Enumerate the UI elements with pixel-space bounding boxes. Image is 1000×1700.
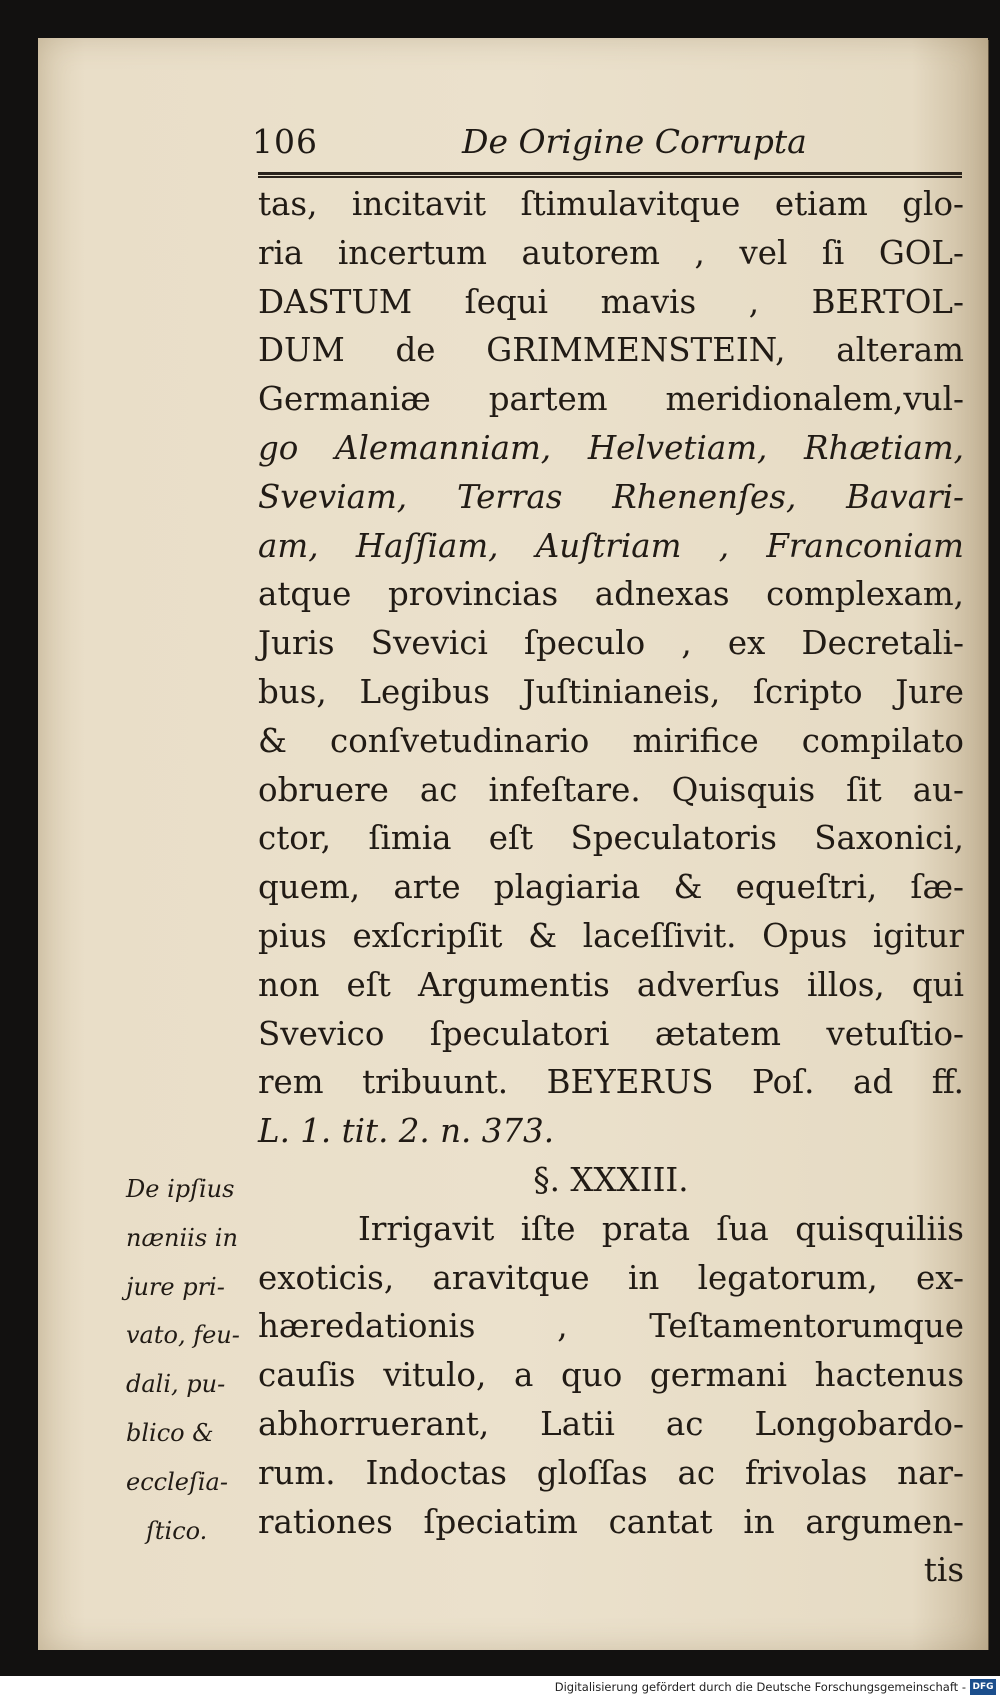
text-line: Sveviam, Terras Rhenenſes, Bavari- xyxy=(258,477,964,516)
text-line: ctor, ſimia eſt Speculatoris Saxonici, xyxy=(258,819,964,858)
margin-note-line: ſtico. xyxy=(146,1516,208,1545)
text-line: quem, arte plagiaria & equeſtri, ſæ- xyxy=(258,868,964,907)
margin-note-line: vato, feu- xyxy=(126,1321,240,1350)
text-line: DUM de GRIMMENSTEIN, alteram xyxy=(258,331,964,370)
text-line: Juris Svevici ſpeculo , ex Decretali- xyxy=(258,624,964,663)
text-line: bus, Legibus Juſtinianeis, ſcripto Jure xyxy=(258,672,964,711)
text-line: tas, incitavit ſtimulavitque etiam glo- xyxy=(258,185,964,223)
text-line: cauſis vitulo, a quo germani hactenus xyxy=(258,1356,964,1395)
margin-note xyxy=(126,1165,256,1555)
margin-note-line: jure pri- xyxy=(126,1272,225,1301)
running-head: De Origine Corrupta xyxy=(462,122,807,161)
catchword: tis xyxy=(923,1551,964,1590)
text-line: rum. Indoctas gloſſas ac frivolas nar- xyxy=(258,1453,964,1492)
funding-credit: Digitalisierung gefördert durch die Deutsche Forschungsgemeinschaft - xyxy=(554,1680,966,1694)
text-line: abhorruerant, Latii ac Longobardo- xyxy=(258,1404,964,1443)
text-line: Germaniæ partem meridionalem,vul- xyxy=(258,380,964,419)
body-text xyxy=(258,180,964,1595)
section-heading: §. XXXIII. xyxy=(533,1160,689,1199)
margin-note-line: eccleſia- xyxy=(126,1467,228,1496)
text-line: am, Haſſiam, Auſtriam , Franconiam xyxy=(258,526,964,565)
margin-note-line: De ipſius xyxy=(126,1175,235,1203)
margin-note-line: næniis in xyxy=(126,1223,238,1252)
text-line: Svevico ſpeculatori ætatem vetuſtio- xyxy=(258,1014,964,1053)
text-line: exoticis, aravitque in legatorum, ex- xyxy=(258,1258,964,1297)
text-line: hæredationis , Teſtamentorumque xyxy=(258,1307,964,1346)
text-line: DASTUM ſequi mavis , BERTOL- xyxy=(258,282,964,321)
page-header xyxy=(252,118,964,168)
header-rule xyxy=(258,172,962,178)
text-line: non eſt Argumentis adverſus illos, qui xyxy=(258,965,964,1004)
text-line: rem tribuunt. BEYERUS Poſ. ad ff. xyxy=(258,1063,964,1102)
text-line: atque provincias adnexas complexam, xyxy=(258,575,964,614)
text-line: obruere ac infeſtare. Quisquis ſit au- xyxy=(258,770,964,809)
margin-note-line: dali, pu- xyxy=(126,1370,226,1399)
text-line: Irrigavit iſte prata ſua quisquiliis xyxy=(358,1209,964,1248)
text-line: go Alemanniam, Helvetiam, Rhætiam, xyxy=(258,428,964,467)
text-line: L. 1. tit. 2. n. 373. xyxy=(258,1112,555,1151)
page-number: 106 xyxy=(252,122,318,161)
dfg-logo: DFG xyxy=(970,1679,996,1695)
text-line: & conſvetudinario mirifice compilato xyxy=(258,721,964,760)
text-line: rationes ſpeciatim cantat in argumen- xyxy=(258,1502,964,1541)
digitization-footer xyxy=(0,1676,1000,1700)
text-line: ria incertum autorem , vel ſi GOL- xyxy=(258,233,964,272)
text-line: pius exſcripſit & laceſſivit. Opus igitur xyxy=(258,916,964,955)
margin-note-line: blico & xyxy=(126,1418,214,1447)
